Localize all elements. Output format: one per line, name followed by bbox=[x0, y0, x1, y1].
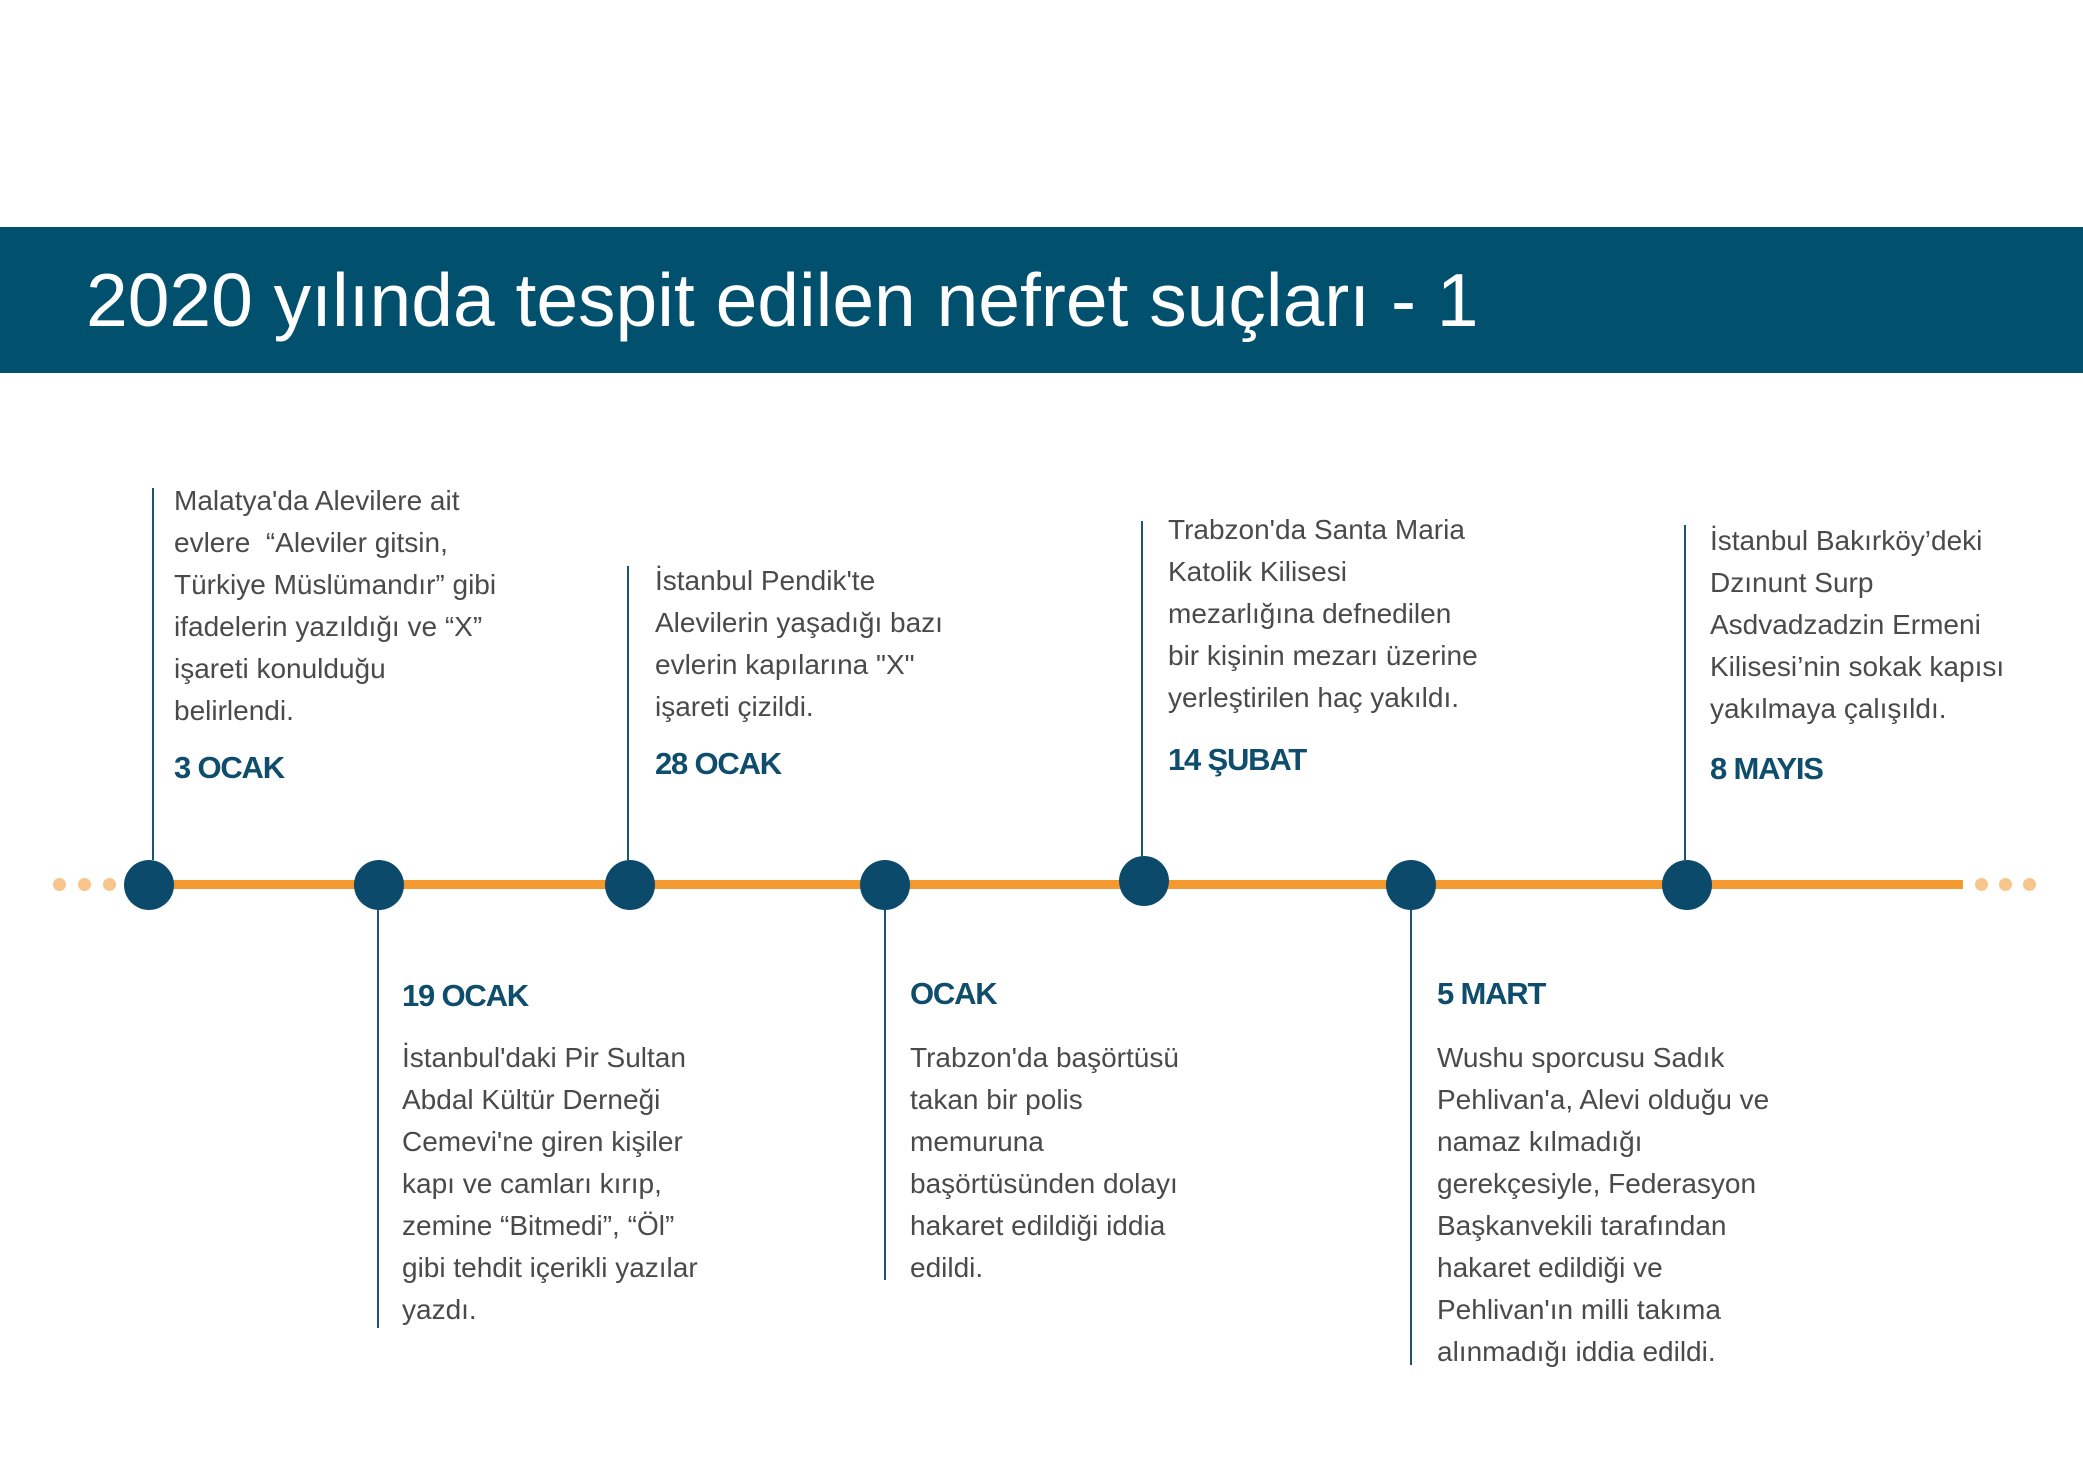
timeline-stem bbox=[1141, 521, 1143, 856]
event-date: 28 OCAK bbox=[655, 746, 781, 781]
timeline-ellipsis-dot-right bbox=[2023, 878, 2036, 891]
event-description: İstanbul Pendik'te Alevilerin yaşadığı bazı evlerin kapılarına "X" işareti çizildi. bbox=[655, 565, 943, 722]
timeline-stem bbox=[1684, 525, 1686, 860]
timeline-marker bbox=[605, 860, 655, 910]
event-description: İstanbul Bakırköy’deki Dzınunt Surp Asdvadzadzin Ermeni Kilisesi’nin sokak kapısı yakılmaya çalışıldı. bbox=[1710, 525, 2005, 724]
timeline-stem bbox=[627, 566, 629, 860]
event-date: 3 OCAK bbox=[174, 750, 284, 785]
timeline-ellipsis-dot-left bbox=[53, 878, 66, 891]
event-description: Wushu sporcusu Sadık Pehlivan'a, Alevi olduğu ve namaz kılmadığı gerekçesiyle, Federasyon Başkanvekili tarafından hakaret edildiği ve Pehlivan'ın milli takıma alınmadığı iddia edildi. bbox=[1437, 1042, 1770, 1367]
timeline-stem bbox=[884, 910, 886, 1280]
timeline-ellipsis-dot-left bbox=[78, 878, 91, 891]
timeline-marker bbox=[1386, 860, 1436, 910]
timeline-marker bbox=[860, 860, 910, 910]
event-description: İstanbul'daki Pir Sultan Abdal Kültür Derneği Cemevi'ne giren kişiler kapı ve camları kırıp, zemine “Bitmedi”, “Öl” gibi tehdit içerikli yazılar yazdı. bbox=[402, 1042, 698, 1325]
event-description: Malatya'da Alevilere ait evlere “Aleviler gitsin, Türkiye Müslümandır” gibi ifadelerin yazıldığı ve “X” işareti konulduğu belirlendi. bbox=[174, 485, 497, 726]
event-date: 19 OCAK bbox=[402, 978, 528, 1013]
timeline-stem bbox=[1410, 910, 1412, 1365]
header-band bbox=[0, 227, 2083, 373]
event-date: OCAK bbox=[910, 976, 997, 1011]
page-title: 2020 yılında tespit edilen nefret suçları - 1 bbox=[86, 257, 1479, 342]
timeline-ellipsis-dot-right bbox=[1999, 878, 2012, 891]
timeline-marker bbox=[354, 860, 404, 910]
event-date: 14 ŞUBAT bbox=[1168, 742, 1306, 777]
event-date: 5 MART bbox=[1437, 976, 1546, 1011]
event-description: Trabzon'da başörtüsü takan bir polis memuruna başörtüsünden dolayı hakaret edildiği iddia edildi. bbox=[910, 1042, 1179, 1283]
timeline-stem bbox=[152, 488, 154, 860]
timeline-marker bbox=[1662, 860, 1712, 910]
timeline-marker bbox=[1119, 856, 1169, 906]
timeline-ellipsis-dot-right bbox=[1975, 878, 1988, 891]
event-description: Trabzon'da Santa Maria Katolik Kilisesi mezarlığına defnedilen bir kişinin mezarı üzerine yerleştirilen haç yakıldı. bbox=[1168, 514, 1478, 713]
timeline-marker bbox=[124, 860, 174, 910]
event-date: 8 MAYIS bbox=[1710, 751, 1823, 786]
timeline-stem bbox=[377, 910, 379, 1328]
timeline-ellipsis-dot-left bbox=[103, 878, 116, 891]
